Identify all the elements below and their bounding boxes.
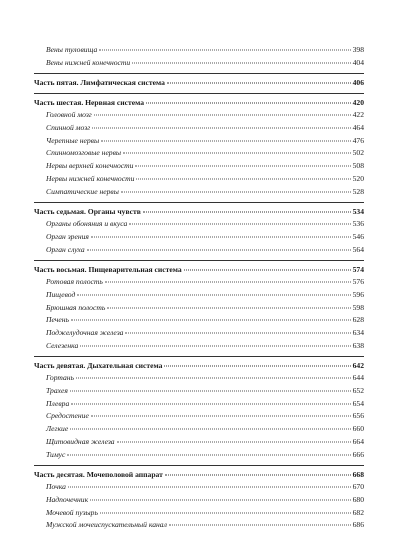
toc-entry-title: Часть восьмая. Пищеварительная система bbox=[34, 265, 182, 275]
toc-page-number: 670 bbox=[352, 482, 364, 492]
section-divider bbox=[34, 260, 364, 261]
toc-entry-title: Спинной мозг bbox=[46, 123, 91, 133]
toc-entry-title: Нервы нижней конечности bbox=[46, 173, 135, 183]
toc-entry[interactable] bbox=[34, 175, 364, 188]
dot-leader bbox=[70, 429, 350, 430]
toc-entry[interactable] bbox=[34, 304, 364, 317]
section-divider bbox=[34, 356, 364, 357]
toc-entry[interactable] bbox=[34, 412, 364, 425]
dot-leader bbox=[80, 345, 350, 346]
toc-entry-title: Часть десятая. Мочеполовой аппарат bbox=[34, 470, 163, 480]
toc-page-number: 528 bbox=[352, 186, 364, 196]
toc-entry-title: Надпочечник bbox=[46, 494, 89, 504]
dot-leader bbox=[184, 270, 351, 271]
toc-entry-title: Орган слуха bbox=[46, 244, 85, 254]
section-divider bbox=[34, 73, 364, 74]
toc-entry-title: Селезенка bbox=[46, 340, 79, 350]
toc-entry-title: Легкие bbox=[46, 424, 69, 434]
toc-part-heading[interactable] bbox=[34, 79, 364, 91]
toc-entry-title: Пищевод bbox=[46, 289, 76, 299]
toc-part-heading[interactable] bbox=[34, 362, 364, 374]
toc-page-number: 502 bbox=[352, 148, 364, 158]
section-divider bbox=[34, 93, 364, 94]
toc-entry-title: Орган зрения bbox=[46, 231, 89, 241]
toc-page-number: 576 bbox=[352, 277, 364, 287]
toc-page-number: 642 bbox=[352, 361, 364, 371]
dot-leader bbox=[92, 128, 350, 129]
toc-page-number: 420 bbox=[352, 98, 364, 108]
toc-page-number: 536 bbox=[352, 219, 364, 229]
section-divider bbox=[34, 465, 364, 466]
toc-entry-title: Печень bbox=[46, 315, 69, 325]
toc-page-number: 404 bbox=[352, 57, 364, 67]
toc-entry[interactable] bbox=[34, 46, 364, 59]
toc-page-number: 660 bbox=[352, 424, 364, 434]
toc-entry-title: Вены нижней конечности bbox=[46, 57, 131, 67]
toc-page-number: 422 bbox=[352, 110, 364, 120]
dot-leader bbox=[146, 103, 351, 104]
toc-entry-title: Часть девятая. Дыхательная система bbox=[34, 361, 163, 371]
dot-leader bbox=[105, 282, 351, 283]
dot-leader bbox=[70, 391, 351, 392]
dot-leader bbox=[90, 499, 350, 500]
toc-page-number: 634 bbox=[352, 328, 364, 337]
toc-page-number: 682 bbox=[352, 507, 364, 517]
toc-page-number: 638 bbox=[352, 340, 364, 350]
toc-entry-title: Головной мозг bbox=[46, 110, 92, 120]
toc-entry[interactable] bbox=[34, 342, 364, 355]
toc-entry[interactable] bbox=[34, 425, 364, 438]
dot-leader bbox=[132, 62, 350, 63]
toc-entry-title: Мужской мочеиспускательный канал bbox=[46, 520, 167, 530]
toc-page-number: 564 bbox=[352, 244, 364, 254]
toc-entry[interactable] bbox=[34, 496, 364, 509]
toc-page-number: 520 bbox=[352, 173, 364, 183]
toc-entry-title: Часть шестая. Нервная система bbox=[34, 98, 145, 108]
dot-leader bbox=[87, 249, 351, 250]
toc-entry-title: Поджелудочная железа bbox=[46, 328, 124, 337]
dot-leader bbox=[71, 320, 351, 321]
dot-leader bbox=[135, 166, 350, 167]
toc-page-number: 656 bbox=[352, 411, 364, 421]
toc-page-number: 406 bbox=[352, 78, 364, 88]
toc-entry[interactable] bbox=[34, 291, 364, 304]
section-divider bbox=[34, 202, 364, 203]
toc-entry-title: Ротовая полость bbox=[46, 277, 103, 287]
toc-page-number: 666 bbox=[352, 449, 364, 459]
dot-leader bbox=[91, 236, 351, 237]
toc-entry[interactable] bbox=[34, 278, 364, 291]
dot-leader bbox=[136, 178, 350, 179]
toc-page-number: 664 bbox=[352, 436, 364, 446]
toc-entry[interactable] bbox=[34, 246, 364, 259]
toc-entry-title: Тимус bbox=[46, 449, 66, 459]
toc-entry[interactable] bbox=[34, 521, 364, 534]
toc-page-number: 680 bbox=[352, 494, 364, 504]
toc-page-number: 628 bbox=[352, 315, 364, 325]
toc-entry[interactable] bbox=[34, 59, 364, 72]
toc-page-number: 574 bbox=[352, 265, 364, 275]
toc-entry-title: Черепные нервы bbox=[46, 135, 100, 145]
toc-entry-title: Почка bbox=[46, 482, 66, 492]
dot-leader bbox=[121, 191, 351, 192]
toc-entry[interactable] bbox=[34, 451, 364, 464]
dot-leader bbox=[164, 366, 350, 367]
toc-entry-title: Брюшная полость bbox=[46, 302, 106, 312]
dot-leader bbox=[100, 512, 351, 513]
dot-leader bbox=[67, 454, 350, 455]
dot-leader bbox=[167, 83, 351, 84]
toc-entry-title: Мочевой пузырь bbox=[46, 507, 98, 517]
toc-entry[interactable] bbox=[34, 483, 364, 496]
dot-leader bbox=[143, 212, 351, 213]
toc-page-number: 668 bbox=[352, 470, 364, 480]
dot-leader bbox=[165, 475, 351, 476]
dot-leader bbox=[77, 294, 350, 295]
toc-page-number: 598 bbox=[352, 302, 364, 312]
toc-entry[interactable] bbox=[34, 374, 364, 387]
toc-page-number: 398 bbox=[352, 45, 364, 54]
dot-leader bbox=[117, 441, 351, 442]
toc-page-number: 644 bbox=[352, 373, 364, 383]
toc-page-number: 686 bbox=[352, 520, 364, 530]
dot-leader bbox=[101, 140, 350, 141]
dot-leader bbox=[71, 403, 350, 404]
toc-page-number: 464 bbox=[352, 123, 364, 133]
toc-entry[interactable] bbox=[34, 220, 364, 233]
toc-entry[interactable] bbox=[34, 329, 364, 342]
toc-page-number: 596 bbox=[352, 289, 364, 299]
toc-entry-title: Средостение bbox=[46, 411, 89, 421]
toc-entry-title: Плевра bbox=[46, 398, 70, 408]
dot-leader bbox=[107, 307, 350, 308]
toc-entry-title: Нервы верхней конечности bbox=[46, 161, 134, 171]
toc-entry[interactable] bbox=[34, 233, 364, 246]
toc-page-number: 508 bbox=[352, 161, 364, 171]
dot-leader bbox=[68, 487, 351, 488]
table-of-contents bbox=[34, 46, 364, 534]
toc-page-number: 546 bbox=[352, 231, 364, 241]
toc-entry-title: Часть седьмая. Органы чувств bbox=[34, 207, 141, 217]
toc-entry-title: Щитовидная железа bbox=[46, 436, 115, 446]
toc-entry-title: Трахея bbox=[46, 386, 68, 396]
toc-entry[interactable] bbox=[34, 188, 364, 201]
toc-entry-title: Органы обоняния и вкуса bbox=[46, 219, 128, 229]
toc-page-number: 534 bbox=[352, 207, 364, 217]
dot-leader bbox=[76, 378, 351, 379]
toc-entry-title: Часть пятая. Лимфатическая система bbox=[34, 78, 165, 88]
toc-entry[interactable] bbox=[34, 124, 364, 137]
toc-page-number: 652 bbox=[352, 386, 364, 396]
dot-leader bbox=[129, 224, 350, 225]
dot-leader bbox=[94, 115, 351, 116]
dot-leader bbox=[123, 153, 351, 154]
toc-entry[interactable] bbox=[34, 438, 364, 451]
toc-page-number: 476 bbox=[352, 135, 364, 145]
dot-leader bbox=[91, 416, 351, 417]
toc-entry-title: Гортань bbox=[46, 373, 75, 383]
toc-page-number: 654 bbox=[352, 398, 364, 408]
toc-entry-title: Вены туловища bbox=[46, 45, 98, 54]
toc-entry-title: Спинномозговые нервы bbox=[46, 148, 122, 158]
dot-leader bbox=[99, 50, 350, 51]
toc-entry[interactable] bbox=[34, 387, 364, 400]
toc-entry-title: Симпатические нервы bbox=[46, 186, 119, 196]
toc-part-heading[interactable] bbox=[34, 471, 364, 483]
toc-entry[interactable] bbox=[34, 162, 364, 175]
dot-leader bbox=[125, 333, 350, 334]
